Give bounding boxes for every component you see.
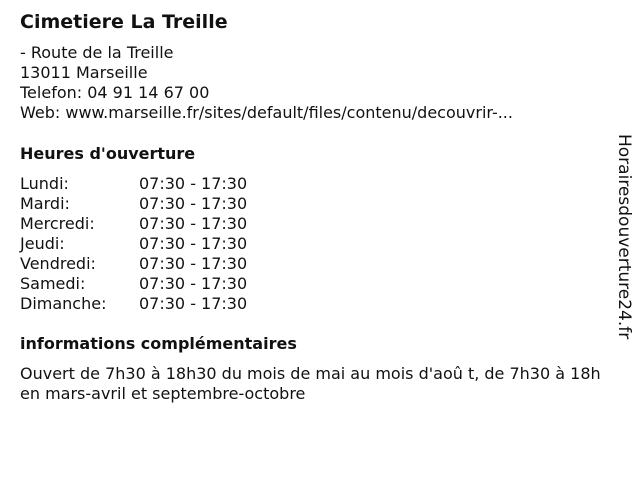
site-watermark <box>612 134 636 374</box>
day-label: Dimanche: <box>20 294 107 313</box>
day-label: Mardi: <box>20 194 70 213</box>
hours-row-friday <box>20 254 280 274</box>
page-title: Cimetiere La Treille <box>20 11 228 33</box>
city-postal: 13011 Marseille <box>20 63 148 82</box>
hours-heading: Heures d'ouverture <box>20 144 196 163</box>
info-text: Ouvert de 7h30 à 18h30 du mois de mai au mois d'aoû t, de 7h30 à 18h en mars-avril et septembre-octobre <box>20 364 601 403</box>
day-label: Vendredi: <box>20 254 96 273</box>
hours-row-wednesday <box>20 214 280 234</box>
time-range: 07:30 - 17:30 <box>139 194 248 213</box>
time-range: 07:30 - 17:30 <box>139 254 248 273</box>
day-label: Samedi: <box>20 274 86 293</box>
time-range: 07:30 - 17:30 <box>139 174 248 193</box>
hours-row-thursday <box>20 234 280 254</box>
time-range: 07:30 - 17:30 <box>139 274 248 293</box>
hours-row-sunday <box>20 294 280 314</box>
opening-hours-table <box>20 174 280 314</box>
hours-row-tuesday <box>20 194 280 214</box>
time-range: 07:30 - 17:30 <box>139 214 248 233</box>
website-link[interactable]: Web: www.marseille.fr/sites/default/files/contenu/decouvrir-... <box>20 103 513 122</box>
info-heading: informations complémentaires <box>20 334 297 353</box>
hours-row-saturday <box>20 274 280 294</box>
phone-number: Telefon: 04 91 14 67 00 <box>20 83 210 102</box>
watermark-text: Horairesdouverture24.fr <box>614 134 634 340</box>
address-block <box>20 43 513 123</box>
hours-row-monday <box>20 174 280 194</box>
day-label: Mercredi: <box>20 214 95 233</box>
time-range: 07:30 - 17:30 <box>139 234 248 253</box>
street-address: - Route de la Treille <box>20 43 174 62</box>
day-label: Jeudi: <box>20 234 65 253</box>
day-label: Lundi: <box>20 174 69 193</box>
time-range: 07:30 - 17:30 <box>139 294 248 313</box>
